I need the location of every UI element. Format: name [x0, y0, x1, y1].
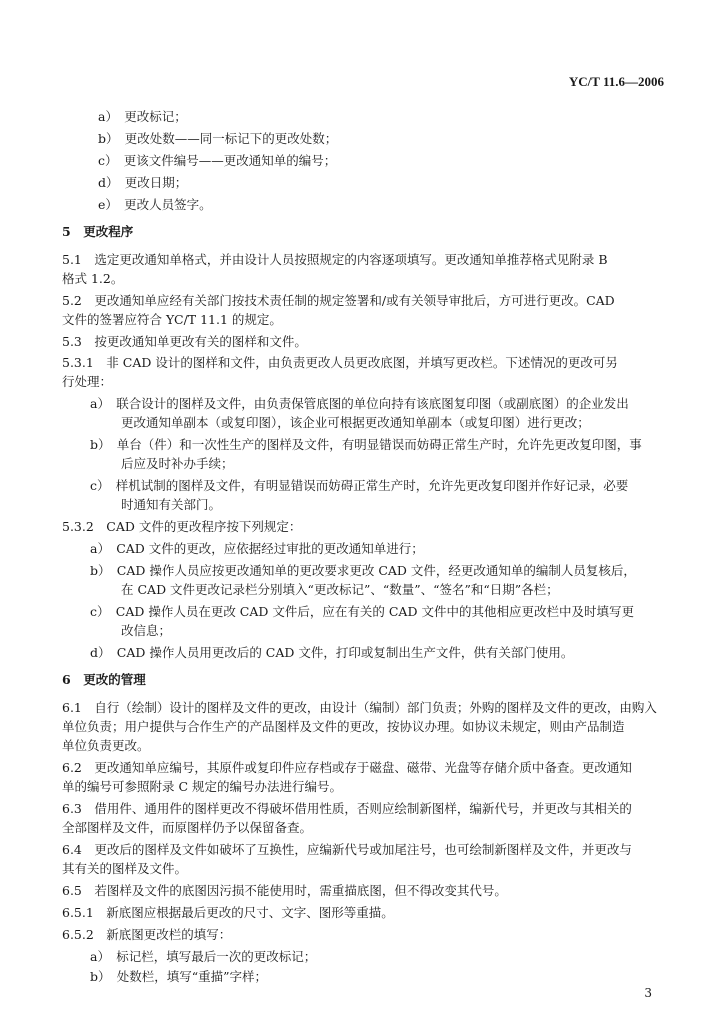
list-5-3-2-d: d） CAD 操作人员用更改后的 CAD 文件，打印或复制出生产文件，供有关部门使用。 — [90, 645, 574, 660]
document-code-header: YC/T 11.6—2006 — [568, 74, 664, 89]
list-6-5-2-a: a） 标记栏，填写最后一次的更改标记； — [90, 949, 317, 964]
para-6-4-line2: 其有关的图样及文件。 — [62, 861, 188, 876]
page-number: 3 — [644, 986, 652, 1000]
para-5-3-2: 5.3.2 CAD 文件的更改程序按下列规定： — [62, 519, 302, 534]
para-6-2-line2: 单的编号可参照附录 C 规定的编号办法进行编号。 — [62, 779, 343, 794]
list-item-c: c） 更该文件编号——更改通知单的编号； — [98, 153, 337, 168]
list-item-a: a） 更改标记； — [98, 109, 187, 124]
para-6-4-line1: 6.4 更改后的图样及文件如破坏了互换性，应编新代号或加尾注号，也可绘制新图样及文件，并更改与 — [62, 842, 632, 857]
list-5-3-2-a: a） CAD 文件的更改，应依据经过审批的更改通知单进行； — [90, 541, 424, 556]
list-item-e: e） 更改人员签字。 — [98, 197, 212, 212]
list-item-b: b） 更改处数——同一标记下的更改处数； — [98, 131, 338, 146]
para-6-1-line3: 单位负责更改。 — [62, 738, 150, 753]
para-5-2-line2: 文件的签署应符合 YC/T 11.1 的规定。 — [62, 312, 282, 327]
para-6-5-2: 6.5.2 新底图更改栏的填写： — [62, 927, 232, 942]
list-item-d: d） 更改日期； — [98, 175, 188, 190]
list-5-3-1-c-line1: c） 样机试制的图样及文件，有明显错误而妨碍正常生产时，允许先更改复印图并作好记录，必要 — [90, 478, 629, 493]
para-6-2-line1: 6.2 更改通知单应编号，其原件或复印件应存档或存于磁盘、磁带、光盘等存储介质中备查。更改通知 — [62, 760, 632, 775]
list-5-3-2-c-line2: 改信息； — [121, 623, 172, 638]
para-5-3-1-line2: 行处理： — [62, 374, 113, 389]
para-5-3-1-line1: 5.3.1 非 CAD 设计的图样和文件，由负责更改人员更改底图，并填写更改栏。下述情况的更改可另 — [62, 355, 618, 370]
list-6-5-2-b: b） 处数栏，填写“重描”字样； — [90, 969, 268, 984]
list-5-3-1-c-line2: 时通知有关部门。 — [121, 497, 222, 512]
para-6-3-line1: 6.3 借用件、通用件的图样更改不得破坏借用性质，否则应绘制新图样，编新代号，并更改与其相关的 — [62, 801, 632, 816]
para-5-1-line2: 格式 1.2。 — [62, 271, 124, 286]
list-5-3-1-b-line2: 后应及时补办手续； — [121, 456, 234, 471]
list-5-3-1-a-line1: a） 联合设计的图样及文件，由负责保管底图的单位向持有该底图复印图（或副底图）的企业发出 — [90, 396, 629, 411]
section-5-heading: 5 更改程序 — [62, 224, 134, 239]
para-5-1-line1: 5.1 选定更改通知单格式，并由设计人员按照规定的内容逐项填写。更改通知单推荐格式见附录 B — [62, 252, 608, 267]
list-5-3-2-c-line1: c） CAD 操作人员在更改 CAD 文件后，应在有关的 CAD 文件中的其他相应更改栏中及时填写更 — [90, 604, 634, 619]
para-6-1-line1: 6.1 自行（绘制）设计的图样及文件的更改，由设计（编制）部门负责；外购的图样及文件的更改，由购入 — [62, 700, 657, 715]
section-6-heading: 6 更改的管理 — [62, 672, 146, 687]
para-6-3-line2: 全部图样及文件，而原图样仍予以保留备查。 — [62, 820, 313, 835]
list-5-3-1-b-line1: b） 单台（件）和一次性生产的图样及文件，有明显错误而妨碍正常生产时，允许先更改复印图，事 — [90, 437, 642, 452]
para-5-3: 5.3 按更改通知单更改有关的图样和文件。 — [62, 334, 307, 349]
para-6-1-line2: 单位负责；用户提供与合作生产的产品图样及文件的更改，按协议办理。如协议未规定，则由产品制造 — [62, 719, 625, 734]
para-6-5: 6.5 若图样及文件的底图因污损不能使用时，需重描底图，但不得改变其代号。 — [62, 883, 507, 898]
para-6-5-1: 6.5.1 新底图应根据最后更改的尺寸、文字、图形等重描。 — [62, 905, 394, 920]
para-5-2-line1: 5.2 更改通知单应经有关部门按技术责任制的规定签署和/或有关领导审批后，方可进行更改。CAD — [62, 293, 615, 308]
list-5-3-1-a-line2: 更改通知单副本（或复印图），该企业可根据更改通知单副本（或复印图）进行更改； — [121, 415, 590, 430]
list-5-3-2-b-line2: 在 CAD 文件更改记录栏分别填入“更改标记”、“数量”、“签名”和“日期”各栏； — [121, 582, 559, 597]
list-5-3-2-b-line1: b） CAD 操作人员应按更改通知单的更改要求更改 CAD 文件，经更改通知单的编制人员复核后， — [90, 563, 636, 578]
